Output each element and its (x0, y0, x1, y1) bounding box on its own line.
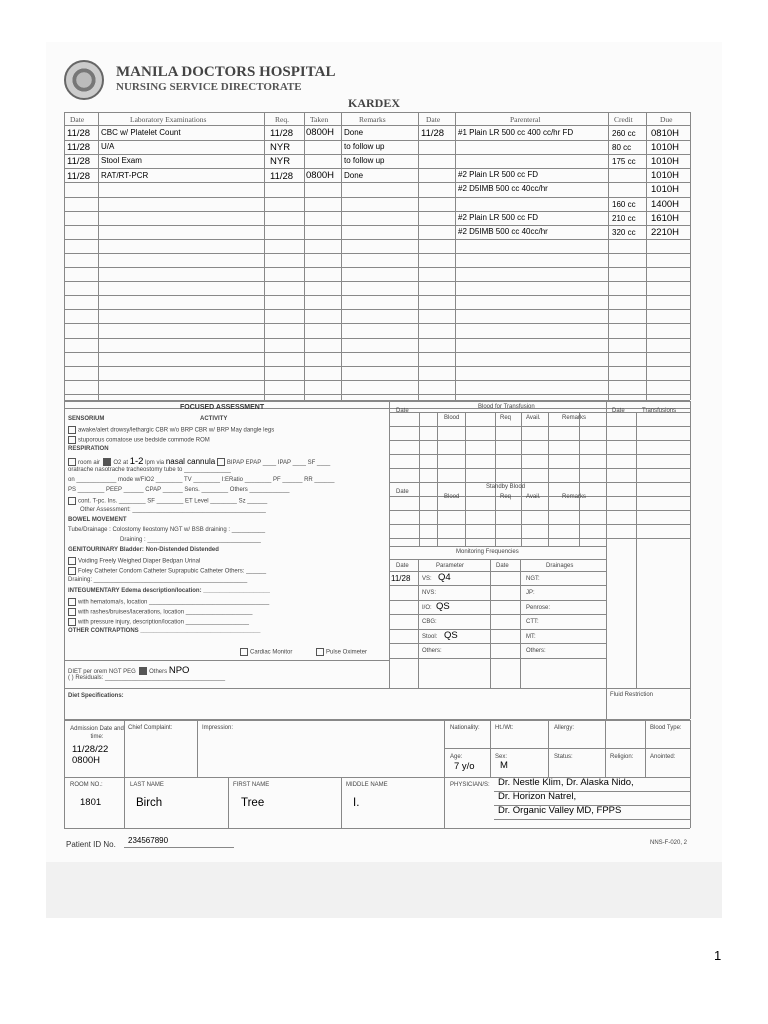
patient-id-label: Patient ID No. (66, 840, 116, 849)
htwt-label: Ht./Wt: (495, 725, 514, 731)
parenteral-order-cell: #2 Plain LR 500 cc FD (458, 213, 539, 222)
hospital-seal-icon (64, 60, 104, 100)
transfusion-column-line (495, 412, 496, 546)
diet-spec-left (64, 688, 65, 720)
table-column-line (341, 112, 342, 400)
table-row-line (64, 408, 690, 409)
lab-req-cell: NYR (270, 142, 291, 153)
table-column-line (264, 112, 265, 400)
table-row-line (64, 225, 690, 226)
table-row-line (64, 309, 690, 310)
right-header-transfusions: Transfusions (642, 408, 677, 414)
lab-header-cell: Taken (310, 115, 329, 124)
table-row-line (64, 140, 690, 141)
patient-column-line (228, 777, 229, 828)
diet-value: NPO (168, 665, 190, 676)
standby-header-date: Date (396, 489, 409, 495)
parenteral-due-cell: 1610H (651, 213, 679, 224)
table-column-line (304, 112, 305, 400)
patient-column-line (444, 777, 445, 828)
assessment-divider (389, 401, 390, 689)
patient-column-line (341, 777, 342, 828)
patient-id-underline (124, 847, 234, 848)
patient-column-line (490, 720, 491, 777)
residuals-line: ( ) Residuals: ____________________________________ (68, 675, 226, 681)
middle-name-label: MIDDLE NAME (346, 782, 388, 788)
lab-remarks-cell: Done (344, 128, 364, 137)
physician-line (494, 819, 690, 820)
monitoring-header-date: Date (396, 563, 409, 569)
stool-label: Stool: (422, 634, 438, 640)
lab-header-cell: Date (70, 115, 85, 124)
patient-column-line (64, 720, 65, 777)
parenteral-credit-cell: 80 cc (612, 143, 632, 152)
parenteral-credit-cell: 210 cc (612, 214, 636, 223)
standby-header-req: Req (500, 494, 512, 500)
bowel-line-2: Draining : __________________________________ (120, 537, 261, 543)
parenteral-header-cell: Parenteral (510, 115, 541, 124)
monitoring-date: 11/28 (391, 574, 411, 583)
others2-label: Others: (526, 648, 546, 654)
lab-exam-cell: RAT/RT-PCR (101, 171, 149, 180)
table-row-line (64, 211, 690, 212)
diet-spec-label: Diet Specifications: (68, 693, 124, 699)
middle-name-value: I. (353, 797, 360, 809)
hospital-name: MANILA DOCTORS HOSPITAL (116, 64, 336, 80)
sensorium-line-1: awake/alert drowsy/lethargic CBR w/o BRP CBR w/ BRP May dangle legs (68, 426, 274, 434)
integumentary-label: INTEGUMENTARY Edema description/location: ____________________ (68, 588, 270, 594)
form-code: NNS-F-020, 2 (650, 840, 688, 846)
room-label: ROOM NO.: (70, 782, 103, 788)
parenteral-order-cell: #2 D5IMB 500 cc 40cc/hr (458, 227, 548, 236)
table-column-line (418, 112, 419, 400)
lab-date-cell: 11/28 (67, 156, 91, 167)
pulse-oximeter: Pulse Oximeter (316, 648, 367, 656)
monitoring-title: Monitoring Frequencies (456, 549, 519, 555)
table-row-line (64, 239, 690, 240)
io-value: QS (436, 601, 450, 612)
integ-line-3: with pressure injury, description/location ___________________ (68, 618, 249, 626)
table-row-line (64, 323, 690, 324)
scan-margin (46, 862, 722, 918)
physician-line-2: Dr. Horizon Natrel, (498, 791, 577, 802)
transfusion-row-line (389, 510, 690, 511)
parenteral-order-cell: #2 Plain LR 500 cc FD (458, 170, 539, 179)
penrose-label: Penrose: (526, 605, 551, 611)
diet-line: DIET per orem NGT PEG Others NPO (68, 665, 190, 676)
transfusion-row-line (389, 454, 690, 455)
lab-header-cell: Remarks (359, 115, 386, 124)
age-value: 7 y/o (454, 761, 475, 772)
transfusion-column-line (548, 412, 549, 546)
parenteral-due-cell: 1010H (651, 142, 679, 153)
monitoring-header-drainages: Drainages (546, 563, 574, 569)
age-label: Age: (450, 754, 463, 760)
transfusion-header-avail: Avail. (526, 415, 541, 421)
lab-exam-cell: Stool Exam (101, 156, 142, 165)
sex-label: Sex: (495, 754, 508, 760)
other-assessment: Other Assessment: ________________________________________ (80, 507, 266, 513)
table-row-line (64, 295, 690, 296)
section-bottom-border (64, 688, 690, 689)
parenteral-header-cell: Credit (614, 115, 633, 124)
integ-line-1: with hematoma/s, location ____________________________________ (68, 598, 269, 606)
allergy-label: Allergy: (554, 725, 575, 731)
lab-taken-cell: 0800H (306, 127, 334, 138)
patient-column-line (197, 720, 198, 777)
physician-label: PHYSICIAN/S: (450, 782, 490, 788)
table-top-border (64, 112, 690, 113)
table-column-line (646, 112, 647, 400)
transfusion-row-line (389, 468, 690, 469)
activity-label: ACTIVITY (200, 416, 228, 422)
bowel-line-1: Tube/Drainage : Colostomy Ileostomy NGT w/ BSB draining : __________ (68, 527, 266, 533)
table-row-line (64, 197, 690, 198)
parenteral-credit-cell: 160 cc (612, 200, 636, 209)
lab-header-cell: Laboratory Examinations (130, 115, 207, 124)
monitoring-row-line (389, 643, 606, 644)
parenteral-header-cell: Due (660, 115, 673, 124)
other-contraptions-label: OTHER CONTRAPTIONS ____________________________________ (68, 628, 261, 634)
physician-line-3: Dr. Organic Valley MD, FPPS (498, 805, 622, 816)
sensorium-line-2: stuporous comatose use bedside commode ROM (68, 436, 210, 444)
monitoring-top (389, 546, 606, 547)
respiration-line-2: oratrache nasotrache tracheostomy tube to ______________ (68, 467, 231, 473)
cbg-label: CBG: (422, 619, 437, 625)
lab-remarks-cell: to follow up (344, 156, 385, 165)
form-title: KARDEX (348, 96, 401, 110)
patient-top (64, 720, 690, 721)
gu-line-3: Draining: ______________________________________________ (68, 577, 248, 583)
standby-header-avail: Avail. (526, 494, 541, 500)
patient-column-line (444, 720, 445, 777)
table-row-line (64, 267, 690, 268)
anointed-label: Anointed: (650, 754, 676, 760)
section-right-border (690, 401, 691, 719)
patient-column-line (645, 720, 646, 777)
standby-title: Standby Blood (486, 484, 526, 490)
right-header-date: Date (612, 408, 625, 414)
table-column-line (64, 112, 65, 400)
patient-column-line (605, 720, 606, 777)
transfusion-header-blood: Blood (444, 415, 460, 421)
lab-exam-cell: CBC w/ Platelet Count (101, 128, 181, 137)
o2-rate: 1-2 (129, 456, 144, 467)
monitoring-title-line (389, 559, 606, 560)
patient-column-line (548, 720, 549, 777)
patient-column-line (690, 720, 691, 777)
transfusion-row-line (389, 482, 690, 483)
gu-line-2: Foley Catheter Condom Catheter Suprapubic Catheter Others: ______ (68, 567, 266, 575)
lab-req-cell: NYR (270, 156, 291, 167)
transfusion-header-req: Req (500, 415, 512, 421)
chief-complaint-label: Chief Complaint: (128, 725, 173, 731)
respiration-line-4: PS ________ PEEP ______ CPAP ______ Sens. ________ Others ____________ (68, 487, 290, 493)
table-column-line (690, 112, 691, 400)
respiration-line-3: on ____________ mode w/FIO2 ________ TV ________ I:ERatio ________ PF ______ RR ______ (68, 477, 335, 483)
physician-line-1: Dr. Nestle Klim, Dr. Alaska Nido, (498, 777, 634, 788)
integ-line-2: with rashes/bruises/lacerations, location ____________________ (68, 608, 252, 616)
monitoring-row-line (389, 614, 606, 615)
patient-bottom (64, 828, 690, 829)
status-label: Status: (554, 754, 573, 760)
last-name-value: Birch (136, 797, 163, 809)
nvs-label: NVS: (422, 590, 437, 596)
directorate-name: NURSING SERVICE DIRECTORATE (116, 81, 302, 93)
transfusion-divider (606, 401, 607, 719)
monitoring-column-line (490, 559, 491, 689)
respiration-label: RESPIRATION (68, 446, 109, 452)
table-column-line (608, 112, 609, 400)
stool-value: QS (444, 630, 458, 641)
monitoring-row-line (389, 658, 606, 659)
parenteral-due-cell: 2210H (651, 227, 679, 238)
table-row-line (64, 394, 690, 395)
parenteral-order-cell: #2 D5IMB 500 cc 40cc/hr (458, 184, 548, 193)
transfusion-row-line (389, 524, 690, 525)
parenteral-credit-cell: 260 cc (612, 129, 636, 138)
transfusion-column-line (579, 412, 580, 546)
header-bottom-border (64, 125, 690, 126)
transfusion-row-line (389, 426, 690, 427)
patient-mid-line (444, 748, 690, 749)
section-top-border (64, 401, 690, 402)
transfusion-title: Blood for Transfusion (478, 404, 535, 410)
monitoring-row-line (389, 629, 606, 630)
table-row-line (64, 366, 690, 367)
ctt-label: CTT: (526, 619, 539, 625)
parenteral-due-cell: 1010H (651, 156, 679, 167)
table-row-line (64, 380, 690, 381)
nationality-label: Nationality: (450, 725, 480, 731)
io-label: I/O: (422, 605, 432, 611)
standby-header-remarks: Remarks (562, 494, 587, 500)
table-row-line (64, 253, 690, 254)
respiration-line-5: cont. T-pc. Ins. ________ SF ________ ET Level ________ Sz ______ (68, 497, 267, 505)
monitoring-header-date2: Date (496, 563, 509, 569)
last-name-label: LAST NAME (130, 782, 164, 788)
respiration-line-1: room air O2 at 1-2 lpm via nasal cannula BIPAP EPAP ____ IPAP ____ SF ____ (68, 456, 330, 467)
monitoring-column-line (418, 559, 419, 689)
admission-time: 0800H (72, 755, 100, 766)
religion-label: Religion: (610, 754, 634, 760)
patient-column-line (124, 777, 125, 828)
lab-header-cell: Req. (275, 115, 289, 124)
bowel-label: BOWEL MOVEMENT (68, 517, 127, 523)
parenteral-order-cell: #1 Plain LR 500 cc 400 cc/hr FD (458, 128, 574, 137)
lab-exam-cell: U/A (101, 142, 115, 151)
patient-column-line (690, 777, 691, 828)
transfusion-column-line (636, 412, 637, 688)
sex-value: M (500, 760, 508, 771)
table-column-line (98, 112, 99, 400)
parenteral-credit-cell: 175 cc (612, 157, 636, 166)
section-left-border (64, 401, 65, 689)
lab-date-cell: 11/28 (67, 128, 91, 139)
monitoring-row-line (389, 585, 606, 586)
lab-date-cell: 11/28 (67, 171, 91, 182)
monitoring-header-parameter: Parameter (436, 563, 465, 569)
lab-date-cell: 11/28 (67, 142, 91, 153)
lab-req-cell: 11/28 (270, 128, 294, 139)
fluid-restriction-label: Fluid Restriction (610, 692, 654, 698)
lab-req-cell: 11/28 (270, 171, 294, 182)
patient-column-line (124, 720, 125, 777)
others-label: Others: (422, 648, 442, 654)
monitoring-header-line (389, 571, 606, 572)
parenteral-credit-cell: 320 cc (612, 228, 636, 237)
bloodtype-label: Blood Type: (650, 725, 682, 731)
gu-line-1: Voiding Freely Weighed Diaper Bedpan Urinal (68, 557, 200, 565)
parenteral-due-cell: 1010H (651, 170, 679, 181)
lab-remarks-cell: to follow up (344, 142, 385, 151)
patient-id-value: 234567890 (128, 836, 169, 845)
transfusion-column-line (465, 412, 466, 546)
o2-via: nasal cannula (165, 457, 216, 466)
transfusion-header-remarks: Remarks (562, 415, 587, 421)
impression-label: Impression: (202, 725, 234, 731)
patient-column-line (64, 777, 65, 828)
cardiac-monitor: Cardiac Monitor (240, 648, 292, 656)
jp-label: JP: (526, 590, 535, 596)
room-value: 1801 (80, 797, 102, 808)
parenteral-due-cell: 1010H (651, 184, 679, 195)
transfusion-row-line (389, 538, 690, 539)
table-column-line (455, 112, 456, 400)
monitoring-column-line (520, 559, 521, 689)
diet-top-line (64, 660, 389, 661)
parenteral-due-cell: 0810H (651, 128, 679, 139)
parenteral-due-cell: 1400H (651, 199, 679, 210)
monitoring-row-line (389, 600, 606, 601)
first-name-value: Tree (241, 797, 265, 809)
page-number: 1 (714, 948, 722, 963)
parenteral-header-cell: Date (426, 115, 441, 124)
table-row-line (64, 182, 690, 183)
table-row-line (64, 338, 690, 339)
genitourinary-label: GENITOURINARY Bladder: Non-Distended Distended (68, 547, 219, 553)
focused-assessment-title: FOCUSED ASSESSMENT (180, 404, 265, 411)
transfusion-column-line (521, 412, 522, 546)
table-row-line (64, 281, 690, 282)
vs-label: VS: (422, 576, 432, 582)
admission-label: Admission Date and time: (70, 726, 124, 740)
transfusion-row-line (389, 440, 690, 441)
first-name-label: FIRST NAME (233, 782, 270, 788)
parenteral-date-cell: 11/28 (421, 128, 445, 139)
admission-date: 11/28/22 (72, 744, 109, 755)
transfusion-header-date: Date (396, 408, 409, 414)
standby-header-blood: Blood (444, 494, 460, 500)
sensorium-label: SENSORIUM (68, 416, 105, 422)
transfusion-column-line (437, 412, 438, 546)
lab-remarks-cell: Done (344, 171, 364, 180)
transfusion-column-line (419, 412, 420, 546)
mt-label: MT: (526, 634, 536, 640)
ngt-label: NGT: (526, 576, 540, 582)
table-row-line (64, 352, 690, 353)
lab-taken-cell: 0800H (306, 170, 334, 181)
o2-checked-icon (103, 458, 111, 466)
table-row-line (64, 168, 690, 169)
vs-value: Q4 (438, 572, 451, 583)
